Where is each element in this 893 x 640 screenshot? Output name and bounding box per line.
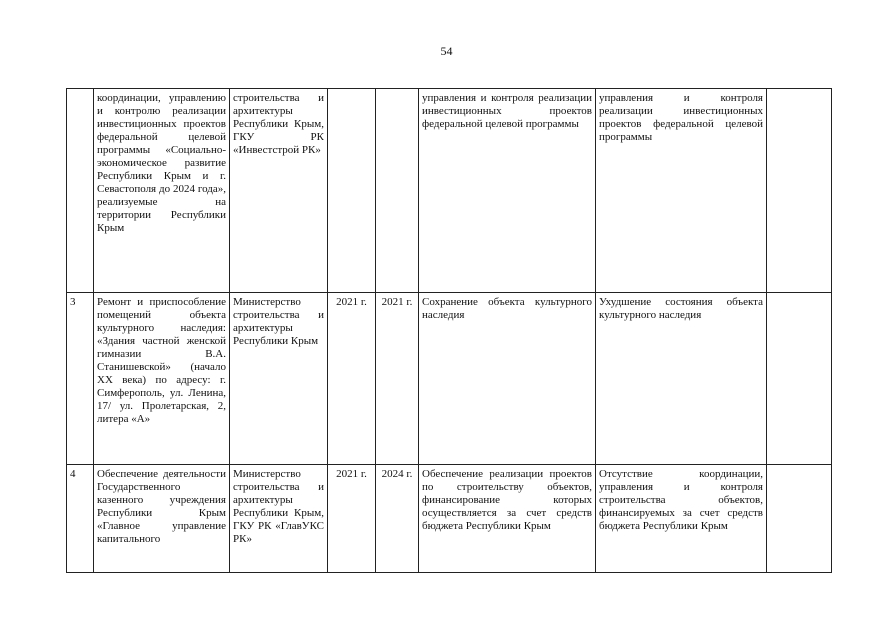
- non-implementation-consequence-cell: [596, 465, 767, 573]
- row-number-cell: 4: [67, 465, 94, 573]
- start-year-cell: 2021 г.: [328, 465, 376, 573]
- measure-name-cell: [94, 465, 230, 573]
- extra-cell: [767, 293, 832, 465]
- consequence-text: управления и контроля реализации инвестиционных проектов федеральной целевой программы: [599, 92, 763, 143]
- executor-text: строительства и архитектуры Республики Крым, ГКУ РК «Инвестстрой РК»: [233, 92, 324, 156]
- executor-cell: [230, 293, 328, 465]
- row-number-cell: 3: [67, 293, 94, 465]
- page-number: 54: [440, 44, 453, 58]
- extra-cell: [767, 465, 832, 573]
- row-number-cell: [67, 89, 94, 293]
- end-year-cell: 2024 г.: [376, 465, 419, 573]
- consequence-text: Отсутствие координации, управления и контроля строительства объектов, финансируемых за счет средств бюджета Республики Крым: [599, 468, 763, 532]
- table-row: [67, 89, 832, 293]
- expected-result-text: Обеспечение реализации проектов по строительству объектов, финансирование которых осуществляется за счет средств бюджета Республики Крым: [422, 468, 592, 532]
- measure-name-text: Обеспечение деятельности Государственного казенного учреждения Республики Крым «Главное управление капитального: [97, 468, 226, 545]
- expected-result-cell: [419, 465, 596, 573]
- end-year-cell: [376, 89, 419, 293]
- executor-text: Министерство строительства и архитектуры Республики Крым, ГКУ РК «ГлавУКС РК»: [233, 468, 324, 545]
- measure-name-text: координации, управлению и контролю реализации инвестиционных проектов федеральной целевой программы «Социально-экономическое развитие Республики Крым и г. Севастополя до 2024 года», реализуемые на территории Республики Крым: [97, 92, 226, 234]
- measure-name-text: Ремонт и приспособление помещений объекта культурного наследия: «Здания частной женской гимназии В.А. Станишевской» (начало XX века) по адресу: г. Симферополь, ул. Ленина, 17/ ул. Пролетарская, 2, литера «А»: [97, 296, 226, 425]
- non-implementation-consequence-cell: [596, 89, 767, 293]
- expected-result-text: Сохранение объекта культурного наследия: [422, 296, 592, 321]
- consequence-text: Ухудшение состояния объекта культурного наследия: [599, 296, 763, 321]
- table-row: [67, 293, 832, 465]
- start-year-cell: 2021 г.: [328, 293, 376, 465]
- program-measures-table: [66, 88, 832, 573]
- measure-name-cell: [94, 89, 230, 293]
- start-year-cell: [328, 89, 376, 293]
- expected-result-text: управления и контроля реализации инвестиционных проектов федеральной целевой программы: [422, 92, 592, 130]
- measure-name-cell: [94, 293, 230, 465]
- expected-result-cell: [419, 293, 596, 465]
- expected-result-cell: [419, 89, 596, 293]
- extra-cell: [767, 89, 832, 293]
- executor-cell: [230, 89, 328, 293]
- table-row: [67, 465, 832, 573]
- non-implementation-consequence-cell: [596, 293, 767, 465]
- end-year-cell: 2021 г.: [376, 293, 419, 465]
- executor-text: Министерство строительства и архитектуры Республики Крым: [233, 296, 324, 347]
- executor-cell: [230, 465, 328, 573]
